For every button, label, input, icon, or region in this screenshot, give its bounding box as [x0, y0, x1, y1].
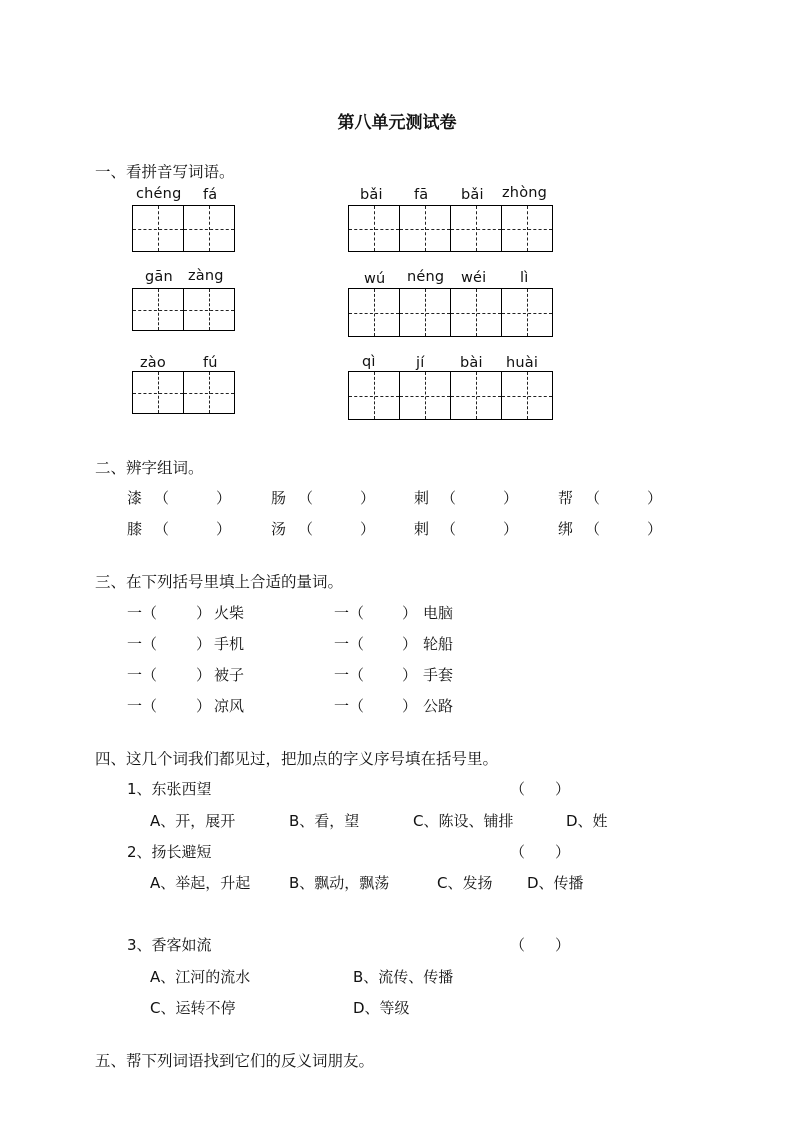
- option-c: C、运转不停: [150, 999, 236, 1017]
- section-4-heading: 四、这几个词我们都见过，把加点的字义序号填在括号里。: [95, 750, 499, 768]
- answer-blank[interactable]: （ ）: [510, 843, 571, 861]
- character: 汤: [271, 520, 287, 538]
- close-paren: ）: [216, 520, 232, 538]
- writing-grid[interactable]: [348, 288, 553, 337]
- answer-blank[interactable]: （ ）: [510, 780, 571, 798]
- pinyin-label: zàng: [188, 268, 224, 284]
- close-paren: ）: [196, 666, 212, 684]
- option-c: C、陈设、铺排: [413, 812, 514, 830]
- writing-cell[interactable]: [349, 371, 400, 420]
- noun: 火柴: [214, 604, 245, 622]
- close-paren: ）: [216, 489, 232, 507]
- writing-cell[interactable]: [133, 288, 184, 331]
- close-paren: ）: [647, 520, 663, 538]
- writing-cell[interactable]: [133, 371, 184, 414]
- writing-cell[interactable]: [349, 288, 400, 337]
- writing-cell[interactable]: [400, 288, 451, 337]
- writing-cell[interactable]: [502, 288, 553, 337]
- writing-cell[interactable]: [400, 205, 451, 252]
- measure-prefix: 一（: [127, 697, 158, 715]
- writing-grid[interactable]: [132, 205, 235, 252]
- open-paren: （: [298, 520, 314, 538]
- writing-cell[interactable]: [400, 371, 451, 420]
- measure-prefix: 一（: [127, 635, 158, 653]
- pinyin-label: fá: [203, 187, 218, 203]
- open-paren: （: [298, 489, 314, 507]
- writing-cell[interactable]: [451, 288, 502, 337]
- section-1-heading: 一、看拼音写词语。: [95, 163, 235, 181]
- option-a: A、开，展开: [150, 812, 236, 830]
- open-paren: （: [585, 489, 601, 507]
- open-paren: （: [585, 520, 601, 538]
- writing-grid[interactable]: [348, 371, 553, 420]
- pinyin-label: gān: [145, 269, 173, 285]
- close-paren: ）: [647, 489, 663, 507]
- option-a: A、江河的流水: [150, 968, 251, 986]
- option-d: D、姓: [566, 812, 608, 830]
- pinyin-label: huài: [506, 355, 539, 371]
- writing-grid[interactable]: [348, 205, 553, 252]
- noun: 手机: [214, 635, 245, 653]
- option-c: C、发扬: [437, 874, 493, 892]
- close-paren: ）: [196, 604, 212, 622]
- close-paren: ）: [196, 697, 212, 715]
- close-paren: ）: [360, 489, 376, 507]
- question-stem: 2、扬长避短: [127, 843, 212, 861]
- pinyin-label: fā: [414, 187, 429, 203]
- section-5-heading: 五、帮下列词语找到它们的反义词朋友。: [95, 1052, 375, 1070]
- option-b: B、飘动，飘荡: [289, 874, 390, 892]
- close-paren: ）: [402, 635, 418, 653]
- answer-blank[interactable]: （ ）: [510, 936, 571, 954]
- answer-blank[interactable]: [172, 487, 222, 505]
- writing-cell[interactable]: [451, 371, 502, 420]
- measure-prefix: 一（: [334, 604, 365, 622]
- open-paren: （: [441, 520, 457, 538]
- pinyin-label: wéi: [461, 270, 487, 286]
- measure-prefix: 一（: [127, 604, 158, 622]
- measure-prefix: 一（: [334, 635, 365, 653]
- open-paren: （: [441, 489, 457, 507]
- character: 膝: [127, 520, 143, 538]
- writing-grid[interactable]: [132, 371, 235, 414]
- option-d: D、等级: [353, 999, 410, 1017]
- pinyin-label: zào: [140, 355, 166, 371]
- character: 帮: [558, 489, 574, 507]
- section-3-heading: 三、在下列括号里填上合适的量词。: [95, 573, 344, 591]
- writing-cell[interactable]: [502, 205, 553, 252]
- character: 绑: [558, 520, 574, 538]
- writing-cell[interactable]: [184, 288, 235, 331]
- close-paren: ）: [503, 489, 519, 507]
- question-stem: 3、香客如流: [127, 936, 212, 954]
- pinyin-label: qì: [362, 354, 376, 370]
- character: 漆: [127, 489, 143, 507]
- writing-cell[interactable]: [349, 205, 400, 252]
- question-stem: 1、东张西望: [127, 780, 212, 798]
- page-title: 第八单元测试卷: [337, 113, 457, 133]
- noun: 凉风: [214, 697, 245, 715]
- pinyin-label: jí: [416, 355, 425, 371]
- option-b: B、流传、传播: [353, 968, 454, 986]
- writing-cell[interactable]: [184, 205, 235, 252]
- pinyin-label: fú: [203, 355, 218, 371]
- pinyin-label: zhòng: [502, 185, 548, 201]
- pinyin-label: wú: [364, 271, 386, 287]
- pinyin-label: chéng: [136, 186, 182, 202]
- measure-prefix: 一（: [334, 666, 365, 684]
- pinyin-label: lì: [520, 270, 529, 286]
- noun: 轮船: [423, 635, 454, 653]
- pinyin-label: néng: [407, 269, 445, 285]
- pinyin-label: bǎi: [461, 187, 484, 203]
- writing-cell[interactable]: [502, 371, 553, 420]
- character: 肠: [271, 489, 287, 507]
- pinyin-label: bǎi: [360, 187, 383, 203]
- option-a: A、举起，升起: [150, 874, 251, 892]
- measure-prefix: 一（: [334, 697, 365, 715]
- character: 刺: [414, 489, 430, 507]
- section-2-heading: 二、辨字组词。: [95, 459, 204, 477]
- pinyin-label: bài: [460, 355, 483, 371]
- open-paren: （: [154, 520, 170, 538]
- character: 剌: [414, 520, 430, 538]
- writing-grid[interactable]: [132, 288, 235, 331]
- noun: 电脑: [423, 604, 454, 622]
- close-paren: ）: [196, 635, 212, 653]
- noun: 公路: [423, 697, 454, 715]
- measure-prefix: 一（: [127, 666, 158, 684]
- noun: 被子: [214, 666, 245, 684]
- writing-cell[interactable]: [184, 371, 235, 414]
- open-paren: （: [154, 489, 170, 507]
- option-b: B、看，望: [289, 812, 360, 830]
- close-paren: ）: [402, 697, 418, 715]
- close-paren: ）: [402, 666, 418, 684]
- noun: 手套: [423, 666, 454, 684]
- writing-cell[interactable]: [451, 205, 502, 252]
- writing-cell[interactable]: [133, 205, 184, 252]
- option-d: D、传播: [527, 874, 584, 892]
- close-paren: ）: [360, 520, 376, 538]
- close-paren: ）: [402, 604, 418, 622]
- close-paren: ）: [503, 520, 519, 538]
